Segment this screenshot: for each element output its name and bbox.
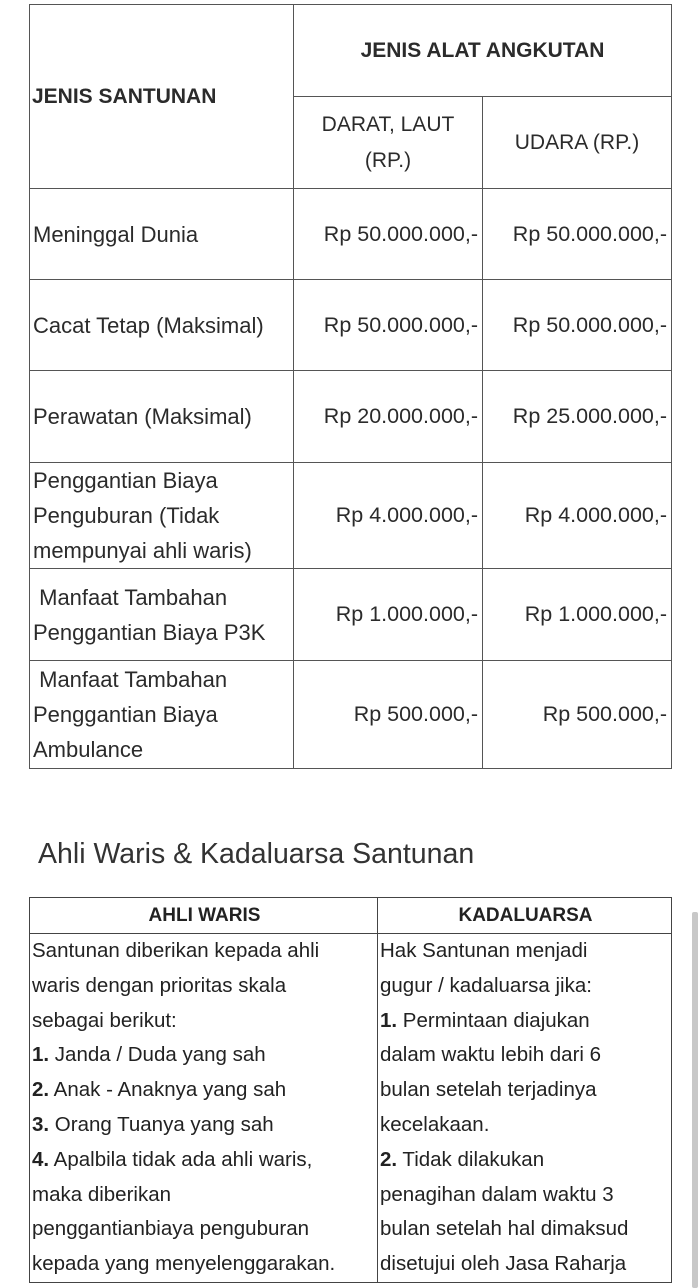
kadaluarsa-line-text: Hak Santunan menjadi	[380, 939, 588, 962]
list-number: 3.	[32, 1112, 50, 1136]
list-number: 2.	[380, 1147, 398, 1171]
ahli-waris-line-text: Orang Tuanya yang sah	[49, 1112, 274, 1136]
kadaluarsa-line	[380, 1143, 671, 1178]
kadaluarsa-line	[380, 1178, 671, 1213]
header-jenis-alat-angkutan	[294, 5, 672, 97]
santunan-type-cell	[30, 189, 294, 280]
santunan-table	[29, 4, 672, 769]
ahli-waris-cell	[30, 934, 378, 1283]
ahli-waris-line	[32, 934, 377, 969]
kadaluarsa-line	[380, 1247, 671, 1282]
amount-darat-laut: Rp 20.000.000,-	[294, 371, 483, 463]
amount-udara: Rp 50.000.000,-	[483, 189, 672, 280]
amount-darat-laut: Rp 500.000,-	[294, 661, 483, 769]
santunan-type-line: Manfaat Tambahan	[33, 667, 228, 692]
ahli-waris-line	[32, 1178, 377, 1213]
santunan-type-line: Meninggal Dunia	[33, 221, 199, 247]
kadaluarsa-line-text: disetujui oleh Jasa Raharja	[380, 1252, 627, 1276]
list-number: 4.	[32, 1147, 50, 1171]
list-number: 1.	[380, 1008, 398, 1032]
ahli-waris-line-text: Apalbila tidak ada ahli waris,	[49, 1147, 313, 1171]
santunan-type-line: Ambulance	[33, 737, 144, 762]
santunan-row	[30, 463, 672, 569]
santunan-type-line: Penggantian Biaya	[33, 702, 218, 727]
ahli-waris-line	[32, 1038, 377, 1073]
santunan-type-line: mempunyai ahli waris)	[33, 538, 252, 563]
santunan-type-cell	[30, 371, 294, 463]
header-jenis-santunan	[30, 5, 294, 189]
ahli-waris-line-text: Janda / Duda yang sah	[49, 1043, 266, 1067]
ahli-waris-line-text: kepada yang menyelenggarakan.	[32, 1252, 336, 1276]
list-number: 2.	[32, 1078, 50, 1102]
section-title: Ahli Waris & Kadaluarsa Santunan	[38, 838, 475, 870]
santunan-row	[30, 661, 672, 769]
kadaluarsa-line-text: Tidak dilakukan	[397, 1147, 545, 1171]
header-udara-label: UDARA (RP.)	[514, 130, 640, 154]
amount-darat-laut: Rp 1.000.000,-	[294, 569, 483, 661]
header-darat-line2: (RP.)	[364, 148, 412, 172]
kadaluarsa-line-text: Permintaan diajukan	[397, 1008, 590, 1032]
santunan-row	[30, 569, 672, 661]
santunan-type-cell	[30, 661, 294, 769]
kadaluarsa-cell	[378, 934, 672, 1283]
ahli-waris-line	[32, 969, 377, 1004]
kadaluarsa-line	[380, 1038, 671, 1073]
ahli-waris-line	[32, 1247, 377, 1282]
kadaluarsa-line	[380, 969, 671, 1004]
amount-darat-laut: Rp 50.000.000,-	[294, 189, 483, 280]
ahli-waris-table	[29, 897, 672, 1283]
kadaluarsa-line-text: gugur / kadaluarsa jika:	[380, 973, 592, 997]
header-ahli-waris: AHLI WARIS	[30, 898, 378, 934]
scrollbar[interactable]	[692, 912, 698, 1288]
header-darat-line1: DARAT, LAUT	[321, 112, 455, 136]
kadaluarsa-line	[380, 1212, 671, 1247]
ahli-waris-line-text: maka diberikan	[32, 1182, 172, 1206]
kadaluarsa-line-text: bulan setelah terjadinya	[380, 1078, 597, 1102]
kadaluarsa-line	[380, 1004, 671, 1039]
santunan-type-line: Penggantian Biaya P3K	[33, 619, 266, 645]
kadaluarsa-line-text: bulan setelah hal dimaksud	[380, 1217, 629, 1241]
santunan-type-line: Penggantian Biaya	[33, 468, 218, 493]
ahli-waris-line-text: waris dengan prioritas skala	[32, 973, 287, 997]
ahli-waris-line	[32, 1004, 377, 1039]
ahli-waris-line-text: Anak - Anaknya yang sah	[49, 1078, 287, 1102]
santunan-type-line: Penguburan (Tidak	[33, 503, 220, 528]
ahli-waris-line	[32, 1073, 377, 1108]
santunan-type-line: Manfaat Tambahan	[33, 584, 228, 610]
ahli-waris-line	[32, 1108, 377, 1143]
kadaluarsa-line-text: kecelakaan.	[380, 1112, 490, 1136]
amount-darat-laut: Rp 50.000.000,-	[294, 280, 483, 371]
header-jenis-santunan-label: JENIS SANTUNAN	[32, 84, 217, 108]
santunan-type-cell	[30, 463, 294, 569]
amount-udara: Rp 500.000,-	[483, 661, 672, 769]
ahli-waris-line-text: sebagai berikut:	[32, 1008, 177, 1032]
header-kadaluarsa: KADALUARSA	[378, 898, 672, 934]
ahli-waris-line-text: Santunan diberikan kepada ahli	[32, 939, 320, 962]
amount-udara: Rp 50.000.000,-	[483, 280, 672, 371]
kadaluarsa-line-text: dalam waktu lebih dari 6	[380, 1043, 602, 1067]
header-darat-laut	[294, 97, 483, 189]
santunan-type-line: Perawatan (Maksimal)	[33, 404, 252, 429]
ahli-waris-line	[32, 1143, 377, 1178]
santunan-row	[30, 280, 672, 371]
santunan-row	[30, 189, 672, 280]
kadaluarsa-line-text: penagihan dalam waktu 3	[380, 1182, 614, 1206]
kadaluarsa-line	[380, 1073, 671, 1108]
santunan-row	[30, 371, 672, 463]
santunan-type-cell	[30, 280, 294, 371]
ahli-waris-line-text: penggantianbiaya penguburan	[32, 1217, 310, 1241]
kadaluarsa-line	[380, 934, 671, 969]
amount-udara: Rp 4.000.000,-	[483, 463, 672, 569]
ahli-waris-line	[32, 1212, 377, 1247]
amount-darat-laut: Rp 4.000.000,-	[294, 463, 483, 569]
kadaluarsa-line	[380, 1108, 671, 1143]
list-number: 1.	[32, 1043, 50, 1067]
header-udara	[483, 97, 672, 189]
header-jenis-alat-label: JENIS ALAT ANGKUTAN	[360, 38, 605, 62]
santunan-type-cell	[30, 569, 294, 661]
amount-udara: Rp 1.000.000,-	[483, 569, 672, 661]
amount-udara: Rp 25.000.000,-	[483, 371, 672, 463]
santunan-type-line: Cacat Tetap (Maksimal)	[33, 312, 264, 338]
